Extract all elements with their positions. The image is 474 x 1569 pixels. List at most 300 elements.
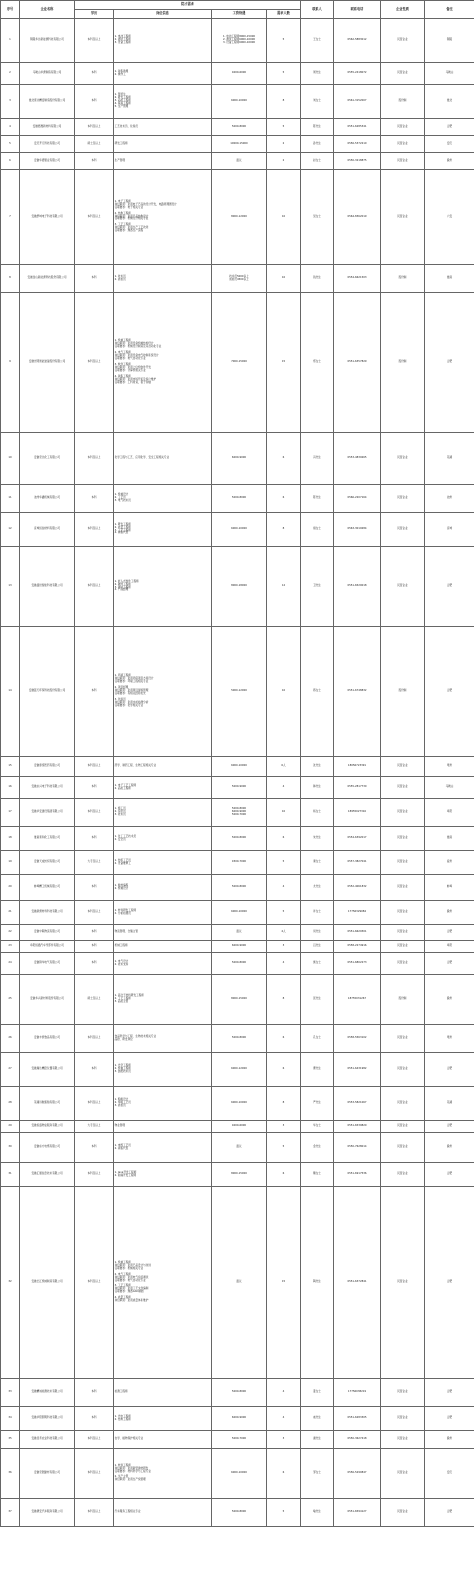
cell-position: 1. 光电工程师 2. 结构工程师 [114,1407,212,1431]
cell-contact: 孔女士 [301,1025,334,1053]
cell-note: 宣城 [425,513,474,547]
table-row [1,975,474,1025]
cell-position: 1. 材料工程师 岗位职责：负责新型建材研发 任职要求：材料科学与工程专业 2. 生产主管 岗位职责：负责生产线管理 [114,1449,212,1499]
cell-note: 安庆 [425,136,474,153]
table-row [1,777,474,799]
cell-note: 亳州 [425,1025,474,1053]
cell-phone: 0562-5883012 [334,19,381,63]
cell-nature: 民营企业 [381,433,425,485]
table-row [1,827,474,851]
cell-contact: 谢先生 [301,1431,334,1449]
cell-salary: 4000-6000 [212,1121,267,1133]
cell-salary: 5000-8000 6000-9000 5000-7000 [212,799,267,827]
cell-seq: 11 [1,485,20,513]
cell-company: 安徽永兴电子科技有限公司 [20,777,75,799]
cell-degree: 本科及以上 [75,293,114,433]
cell-nature: 民营企业 [381,547,425,627]
cell-seq: 7 [1,170,20,265]
cell-count: 6 [267,1163,301,1187]
cell-nature: 民营企业 [381,953,425,975]
cell-phone: 0561-3152007 [334,85,381,119]
cell-nature: 股份制 [381,265,425,293]
cell-company: 马鞍山华源制造有限公司 [20,63,75,85]
cell-salary: 6000-9000 [212,941,267,953]
cell-seq: 10 [1,433,20,485]
cell-company: 安徽盛世智能科技有限公司 [20,547,75,627]
cell-position: 农学、植物保护相关专业 [114,1431,212,1449]
cell-degree: 本科及以上 [75,119,114,136]
cell-degree: 本科 [75,1053,114,1087]
cell-nature: 股份制 [381,85,425,119]
cell-position: 1. Java开发工程师 2. 前端开发工程师 [114,1163,212,1187]
table-row [1,1449,474,1499]
cell-position: 1. 机械设计 2. 工艺员 3. 电气技术员 [114,485,212,513]
cell-nature: 民营企业 [381,1379,425,1407]
header-count: 需求人数 [267,10,301,19]
cell-nature: 民营企业 [381,1449,425,1499]
cell-count: 6 [267,827,301,851]
table-row [1,136,474,153]
cell-salary: 6000-10000 [212,85,267,119]
cell-count: 12 [267,547,301,627]
cell-company: 安徽汇通信息技术有限公司 [20,1163,75,1187]
cell-seq: 36 [1,1449,20,1499]
cell-company: 安徽捷安汽车服务有限公司 [20,1499,75,1527]
cell-phone: 0550-3218875 [334,153,381,170]
cell-phone: 0551-6372841 [334,1187,381,1379]
cell-count: 5 [267,1133,301,1163]
cell-contact: 郑女士 [301,293,334,433]
cell-count: 6 [267,1053,301,1087]
header-seq: 序号 [1,1,20,19]
cell-nature: 民营企业 [381,799,425,827]
cell-degree: 本科及以上 [75,799,114,827]
cell-seq: 4 [1,119,20,136]
cell-phone: 0550-7628014 [334,1133,381,1163]
cell-nature: 民营企业 [381,63,425,85]
cell-nature: 民营企业 [381,170,425,265]
cell-seq: 23 [1,941,20,953]
cell-phone: 0552-4061832 [334,875,381,901]
cell-contact: 严先生 [301,1087,334,1121]
table-row [1,153,474,170]
cell-count: 4 [267,1379,301,1407]
cell-contact: 钱先生 [301,265,334,293]
cell-contact: 蒋女士 [301,627,334,757]
cell-note: 淮南 [425,827,474,851]
cell-seq: 16 [1,777,20,799]
cell-phone: 0555-2817730 [334,777,381,799]
cell-company: 安徽中联物流有限公司 [20,925,75,941]
cell-contact: 喻先生 [301,1499,334,1527]
cell-contact: 魏女士 [301,1163,334,1187]
cell-nature: 民营企业 [381,1025,425,1053]
cell-nature: 民营企业 [381,1431,425,1449]
cell-position: 1. 电缆工艺员 2. 销售代表 [114,1133,212,1163]
cell-count: 5 [267,1499,301,1527]
cell-nature: 股份制 [381,975,425,1025]
cell-phone: 0554-6392017 [334,827,381,851]
cell-company: 安徽华阳照明科技有限公司 [20,1407,75,1431]
cell-phone: 18955027316 [334,799,381,827]
cell-contact: 施女士 [301,953,334,975]
cell-degree: 本科 [75,485,114,513]
cell-salary: 5000-8000 [212,1499,267,1527]
cell-seq: 25 [1,975,20,1025]
cell-note: 滁州 [425,975,474,1025]
cell-nature: 民营企业 [381,901,425,925]
cell-salary: 面议 [212,1133,267,1163]
cell-phone: 0564-8362019 [334,170,381,265]
cell-degree: 本科 [75,627,114,757]
cell-phone: 0551-6629301 [334,925,381,941]
cell-company: 池州华鑫机械有限公司 [20,485,75,513]
cell-degree: 本科及以上 [75,1499,114,1527]
cell-note: 淮北 [425,85,474,119]
cell-salary: 8000-15000 [212,975,267,1025]
cell-degree: 大专及以上 [75,1121,114,1133]
cell-position: 机械工程师 [114,941,212,953]
cell-count: 5 [267,119,301,136]
cell-contact: 邹女士 [301,1449,334,1499]
table-row [1,1499,474,1527]
header-note: 备注 [425,1,474,19]
cell-phone: 0555-2418072 [334,63,381,85]
cell-nature: 民营企业 [381,485,425,513]
cell-nature: 民营企业 [381,941,425,953]
cell-contact: 张先生 [301,975,334,1025]
table-row [1,19,474,63]
table-row [1,901,474,925]
cell-company: 安庆开元科技有限公司 [20,136,75,153]
cell-nature: 民营企业 [381,757,425,777]
table-row [1,293,474,433]
cell-salary: 10000-15000 [212,136,267,153]
cell-degree: 本科 [75,925,114,941]
cell-contact: 冯先生 [301,433,334,485]
cell-note: 宿州 [425,851,474,875]
cell-contact: 孙先生 [301,136,334,153]
cell-nature: 民营企业 [381,827,425,851]
cell-contact: 何先生 [301,925,334,941]
cell-count: 8 [267,1087,301,1121]
cell-company: 安徽德晟新材料有限公司 [20,119,75,136]
cell-salary: 面议 [212,925,267,941]
cell-degree: 本科 [75,1407,114,1431]
cell-contact: 许女士 [301,901,334,925]
cell-phone: 0551-6431982 [334,1053,381,1087]
cell-nature: 股份制 [381,627,425,757]
cell-position: 物流管理、仓储主管 [114,925,212,941]
cell-note: 合肥 [425,293,474,433]
cell-degree: 本科及以上 [75,19,114,63]
cell-phone: 0557-3827041 [334,851,381,875]
cell-salary: 面议 [212,153,267,170]
cell-count: 8 [267,975,301,1025]
cell-note: 阜阳 [425,799,474,827]
cell-nature: 民营企业 [381,1407,425,1431]
cell-position: 1. 材料研发工程师 2. 分析检测员 [114,901,212,925]
cell-degree: 本科 [75,1379,114,1407]
cell-phone: 0563-3019284 [334,513,381,547]
cell-phone: 0551-6285341 [334,119,381,136]
cell-seq: 31 [1,1163,20,1187]
cell-degree: 本科及以上 [75,433,114,485]
cell-seq: 6 [1,153,20,170]
cell-degree: 本科 [75,265,114,293]
cell-position: 药学、制药工程、生物工程相关专业 [114,757,212,777]
header-phone: 联系电话 [334,1,381,19]
header-nature: 企业性质 [381,1,425,19]
cell-note: 淮南 [425,265,474,293]
cell-position: 1. 管培生 2. 研发工程师 3. 品质工程师 4. 模具工程师 5. 生产管理 [114,85,212,119]
cell-position: 检测工程师 [114,1379,212,1407]
cell-salary: 5000-8000 [212,119,267,136]
cell-degree: 本科及以上 [75,757,114,777]
cell-count: 3 [267,941,301,953]
cell-count: 4 [267,953,301,975]
cell-company: 安徽佳禾农业科技有限公司 [20,1431,75,1449]
table-row [1,485,474,513]
cell-degree: 本科 [75,953,114,975]
cell-contact: 陈先生 [301,485,334,513]
cell-count: 4 [267,777,301,799]
cell-count: 8 [267,85,301,119]
cell-phone: 17756038219 [334,1379,381,1407]
cell-seq: 15 [1,757,20,777]
table-row [1,513,474,547]
table-row [1,1121,474,1133]
table-row [1,119,474,136]
cell-company: 安徽精诚检测技术有限公司 [20,1379,75,1407]
cell-company: 蚌埠精工机械有限公司 [20,875,75,901]
table-row [1,1431,474,1449]
cell-note: 马鞍山 [425,63,474,85]
cell-company: 安徽康泰医药有限公司 [20,757,75,777]
table-row [1,63,474,85]
cell-phone: 0551-6917536 [334,1163,381,1187]
cell-note: 合肥 [425,925,474,941]
cell-company: 淮北泰达精密制造股份有限公司 [20,85,75,119]
cell-salary: 技术员5000以上 质检员4500以上 [212,265,267,293]
header-contact: 联系人 [301,1,334,19]
cell-seq: 30 [1,1133,20,1163]
cell-count: 5 [267,19,301,63]
cell-count: 3 [267,1431,301,1449]
cell-company: 安徽宏图建材有限公司 [20,1449,75,1499]
table-row [1,757,474,777]
cell-note: 合肥 [425,1121,474,1133]
cell-position: 化学工程与工艺、应用化学、安全工程相关专业 [114,433,212,485]
table-row [1,1163,474,1187]
cell-position: 生产管理 [114,153,212,170]
cell-note: 池州 [425,485,474,513]
cell-note: 合肥 [425,627,474,757]
cell-degree: 硕士及以上 [75,136,114,153]
cell-phone: 18056723391 [334,757,381,777]
cell-seq: 18 [1,827,20,851]
cell-phone: 0551-6748832 [334,627,381,757]
cell-phone: 0551-6802273 [334,953,381,975]
table-row [1,953,474,975]
cell-position: 1. 机械工程师 岗位职责：负责设备机械结构设计 任职要求：机械设计制造及其自动化专业 2. 电气工程师 岗位职责：负责设备电气控制系统设计 任职要求：电气自动化专业 3. 软件工程师 岗位职责：负责上位机软件开发 任职要求：计算机相关专业 4. 销售工程师 岗位职责：负责市场开拓及客户维护 任职要求：工科背景，善于沟通 [114,293,212,433]
cell-contact: 卫先生 [301,547,334,627]
cell-nature: 民营企业 [381,1187,425,1379]
cell-note: 芜湖 [425,433,474,485]
cell-company: 安徽恒盛物业服务有限公司 [20,1121,75,1133]
cell-phone: 0551-6539820 [334,1121,381,1133]
cell-note: 合肥 [425,547,474,627]
table-row [1,851,474,875]
cell-note: 亳州 [425,757,474,777]
cell-seq: 5 [1,136,20,153]
cell-nature: 民营企业 [381,119,425,136]
cell-degree: 本科 [75,63,114,85]
header-company: 企业名称 [20,1,75,19]
cell-seq: 29 [1,1121,20,1133]
header-degree: 学历 [75,10,114,19]
cell-salary: 6000-10000 [212,757,267,777]
cell-phone: 0566-2207164 [334,485,381,513]
cell-phone: 0553-5821067 [334,1087,381,1121]
cell-contact: 秦女士 [301,851,334,875]
cell-nature: 民营企业 [381,513,425,547]
cell-phone: 0551-6520018 [334,547,381,627]
cell-nature: 民营企业 [381,1053,425,1087]
cell-phone: 17756329084 [334,901,381,925]
cell-seq: 13 [1,547,20,627]
cell-company: 安徽舒城电子科技有限公司 [20,170,75,265]
cell-position: 1. 数控编程 2. 机械设计 [114,875,212,901]
cell-position: 1. 研发工程师 2. 质量工程师 3. 工艺工程师 4. 销售代表 [114,513,212,547]
cell-contact: 周先生 [301,63,334,85]
cell-salary: 5000-12000 [212,627,267,757]
cell-note: 合肥 [425,1379,474,1407]
cell-nature: 民营企业 [381,1163,425,1187]
cell-position: 1. 光学工程师 2. 机械工程师 3. 装配技术员 [114,1053,212,1087]
cell-degree: 本科及以上 [75,170,114,265]
cell-seq: 26 [1,1025,20,1053]
table-row [1,265,474,293]
cell-salary: 6000-12000 [212,1053,267,1087]
cell-position: 1. 销售助理 2. 操作工 [114,63,212,85]
cell-degree: 大专及以上 [75,851,114,875]
cell-seq: 21 [1,901,20,925]
header-talent-demand: 院才需求 [75,1,301,10]
cell-count: 6 [267,1025,301,1053]
cell-company: 阜阳恒通汽车零部件有限公司 [20,941,75,953]
cell-seq: 14 [1,627,20,757]
cell-count: 5 [267,851,301,875]
table-row [1,1053,474,1087]
cell-salary: 6000-10000 [212,901,267,925]
cell-company: 安徽天成纺织有限公司 [20,851,75,875]
cell-company: 安徽宏达化工有限公司 [20,433,75,485]
cell-salary: 面议 [212,1187,267,1379]
cell-company: 安徽华安建设集团有限公司 [20,799,75,827]
cell-salary: 4500-7000 [212,851,267,875]
cell-note: 合肥 [425,1053,474,1087]
cell-note: 马鞍山 [425,777,474,799]
cell-company: 安徽长江机械制造有限公司 [20,1187,75,1379]
cell-phone: 0556-5290847 [334,1449,381,1499]
cell-position: 工艺技术员、化验员 [114,119,212,136]
cell-degree: 本科 [75,777,114,799]
cell-count: 6 [267,1449,301,1499]
cell-degree: 硕士及以上 [75,975,114,1025]
cell-contact: 沈先生 [301,757,334,777]
cell-phone: 0554-6621503 [334,265,381,293]
cell-note: 合肥 [425,1407,474,1431]
cell-position: 1. 化工工艺技术员 2. 安全员 [114,827,212,851]
cell-contact: 王女士 [301,19,334,63]
header-position: 岗位信息 [114,10,212,19]
cell-nature: 民营企业 [381,1133,425,1163]
cell-seq: 22 [1,925,20,941]
cell-count: 8 [267,513,301,547]
cell-degree: 本科及以上 [75,1187,114,1379]
cell-phone: 0558-5563102 [334,1025,381,1053]
cell-note: 合肥 [425,953,474,975]
cell-company: 安徽瑞达精密仪器有限公司 [20,1053,75,1087]
cell-seq: 19 [1,851,20,875]
cell-position: 1. 施工员 2. 造价员 3. 技术员 [114,799,212,827]
cell-degree: 本科及以上 [75,1431,114,1449]
cell-contact: 褚女士 [301,513,334,547]
cell-position: 食品科学与工程、生物技术相关专业 品控、研发岗位 [114,1025,212,1053]
cell-phone: 18755031267 [334,975,381,1025]
cell-seq: 35 [1,1431,20,1449]
cell-degree: 本科及以上 [75,1163,114,1187]
cell-seq: 28 [1,1087,20,1121]
cell-phone: 0558-2274916 [334,941,381,953]
cell-count: 10 [267,627,301,757]
cell-salary: 6000-10000 [212,1087,267,1121]
cell-position: 1. 纺织工艺员 2. 设备维修工 [114,851,212,875]
cell-phone: 0551-6594127 [334,1499,381,1527]
cell-salary: 7000-15000 [212,293,267,433]
cell-salary: 6000-10000 [212,513,267,547]
table-row [1,941,474,953]
cell-degree: 本科 [75,875,114,901]
cell-position: 汽车服务工程相关专业 [114,1499,212,1527]
cell-degree: 本科 [75,827,114,851]
cell-company: 安徽金山新能源科技股份有限公司 [20,265,75,293]
table-row [1,170,474,265]
cell-contact: 朱先生 [301,827,334,851]
cell-count: 4 [267,1407,301,1431]
cell-nature: 民营企业 [381,153,425,170]
cell-degree: 本科 [75,153,114,170]
cell-company: 淮南泰和化工有限公司 [20,827,75,851]
cell-salary: 1. 电池工程师8000-15000 2. 测试工程师6000-10000 3. 设备工程师6000-10000 [212,19,267,63]
cell-salary: 5000-8000 [212,485,267,513]
cell-salary: 5000-8000 [212,953,267,975]
cell-company: 铜陵华达新能源科技有限公司 [20,19,75,63]
cell-company: 宣城恒信材料有限公司 [20,513,75,547]
cell-count: 10 [267,170,301,265]
cell-nature: 民营企业 [381,136,425,153]
cell-company: 安徽锦华电气有限公司 [20,953,75,975]
cell-contact: 戚先生 [301,1407,334,1431]
cell-contact: 尤先生 [301,875,334,901]
table-row [1,1025,474,1053]
cell-salary: 8000-15000 [212,1163,267,1187]
cell-nature: 民营企业 [381,777,425,799]
cell-position: 1. 船舶设计 2. 焊接工艺员 3. 质检员 [114,1087,212,1121]
cell-degree: 本科及以上 [75,1025,114,1053]
table-row [1,925,474,941]
